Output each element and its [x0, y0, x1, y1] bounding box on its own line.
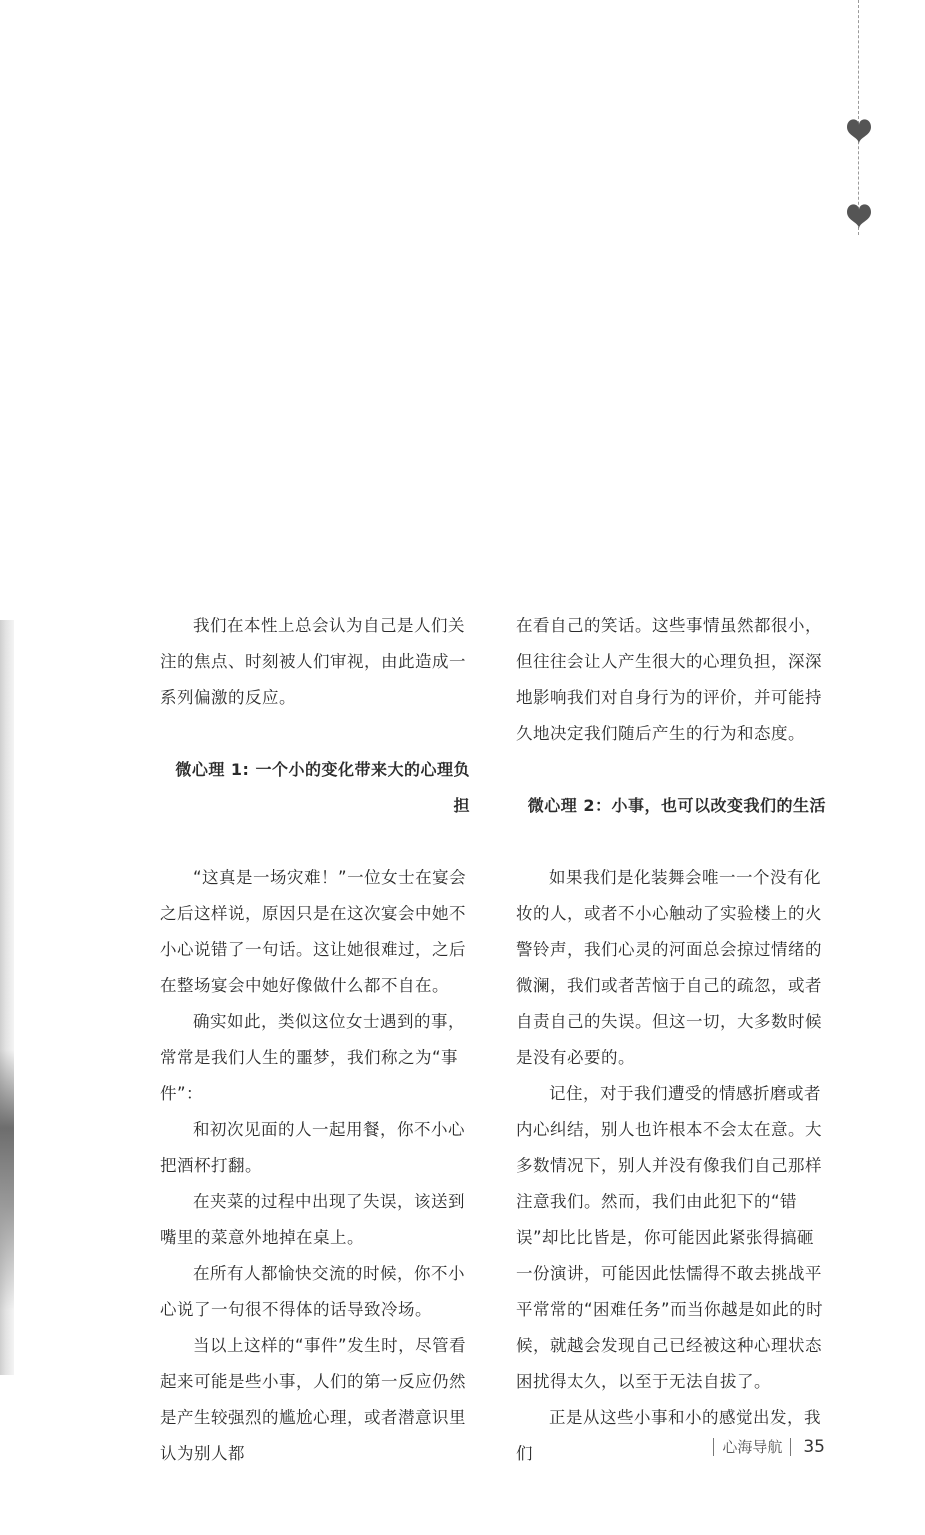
- divider: [790, 1438, 791, 1456]
- divider: [713, 1438, 714, 1456]
- right-column: [516, 608, 826, 1472]
- paragraph: 正是从这些小事和小的感觉出发，我们: [516, 1408, 821, 1463]
- paragraph: 在看自己的笑话。这些事情虽然都很小，但往往会让人产生很大的心理负担，深深地影响我们对自身行为的评价，并可能持久地决定我们随后产生的行为和态度。: [516, 616, 822, 743]
- left-column: [160, 608, 470, 1472]
- heart-icon: [846, 117, 872, 145]
- paragraph: 在所有人都愉快交流的时候，你不小心说了一句很不得体的话导致冷场。: [160, 1264, 465, 1319]
- heart-icon: [846, 202, 872, 230]
- page-number: 35: [803, 1436, 825, 1457]
- photo-edge: [0, 620, 14, 1375]
- paragraph: 我们在本性上总会认为自己是人们关注的焦点、时刻被人们审视，由此造成一系列偏激的反应。: [160, 616, 466, 707]
- paragraph: 如果我们是化装舞会唯一一个没有化妆的人，或者不小心触动了实验楼上的火警铃声，我们心灵的河面总会掠过情绪的微澜，我们或者苦恼于自己的疏忽，或者自责自己的失误。但这一切，大多数时候是没有必要的。: [516, 868, 822, 1067]
- paragraph: 记住，对于我们遭受的情感折磨或者内心纠结，别人也许根本不会太在意。大多数情况下，别人并没有像我们自己那样注意我们。然而，我们由此犯下的“错误”却比比皆是，你可能因此紧张得搞砸一份演讲，可能因此怯懦得不敢去挑战平平常常的“困难任务”而当你越是如此的时候，就越会发现自己已经被这种心理状态困扰得太久，以至于无法自拔了。: [516, 1084, 824, 1391]
- section-heading: 微心理 1: 一个小的变化带来大的心理负担: [175, 760, 470, 815]
- section-name: 心海导航: [722, 1438, 783, 1456]
- paragraph: “这真是一场灾难！”一位女士在宴会之后这样说，原因只是在这次宴会中她不小心说错了一句话。这让她很难过，之后在整场宴会中她好像做什么都不自在。: [160, 868, 467, 995]
- paragraph: 和初次见面的人一起用餐，你不小心把酒杯打翻。: [160, 1120, 465, 1175]
- paragraph: 在夹菜的过程中出现了失误，该送到嘴里的菜意外地掉在桌上。: [160, 1192, 465, 1247]
- paragraph: 确实如此，类似这位女士遇到的事，常常是我们人生的噩梦，我们称之为“事件”：: [160, 1012, 465, 1103]
- paragraph: 当以上这样的“事件”发生时，尽管看起来可能是些小事，人们的第一反应仍然是产生较强烈的尴尬心理，或者潜意识里认为别人都: [160, 1336, 467, 1463]
- page-footer: [705, 1436, 825, 1457]
- section-heading: 微心理 2：小事，也可以改变我们的生活: [527, 796, 826, 815]
